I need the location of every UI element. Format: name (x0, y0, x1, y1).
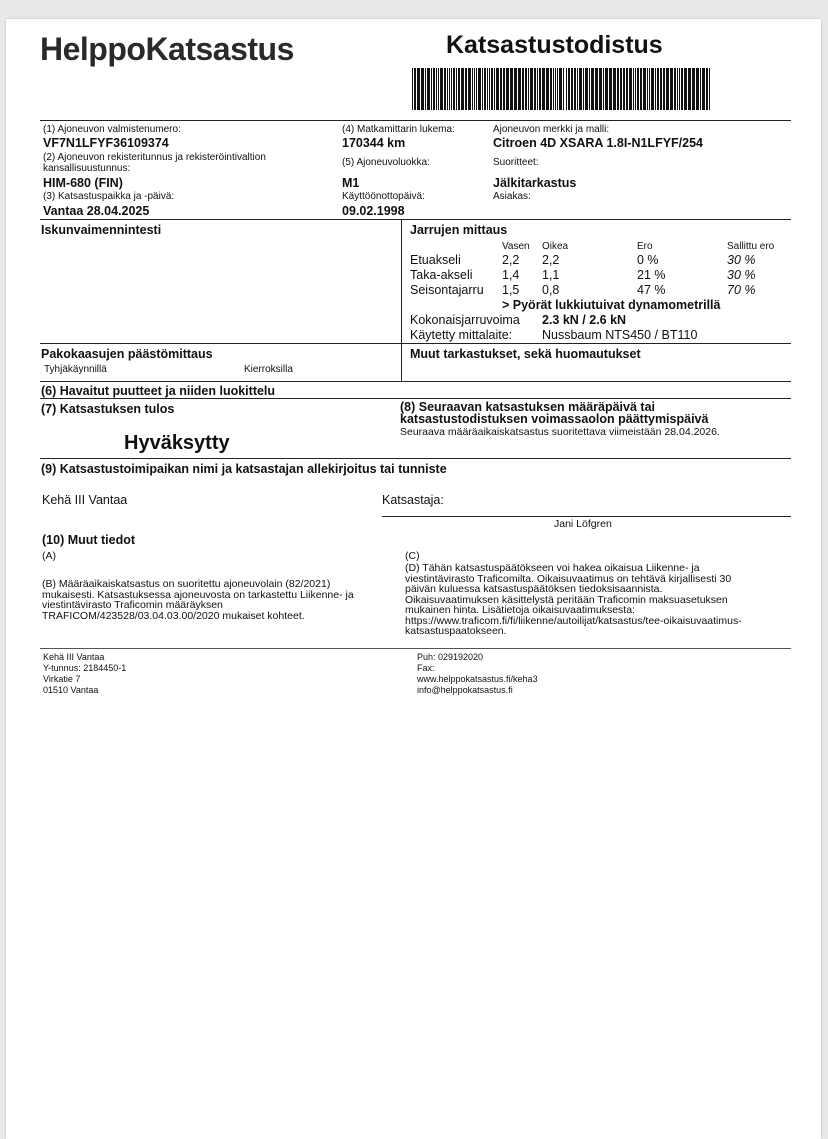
footer-line: Virkatie 7 (43, 674, 81, 684)
station-name: Kehä III Vantaa (42, 493, 128, 507)
measuring-device-value: Nussbaum NTS450 / BT110 (542, 328, 698, 342)
brakes-row-name: Etuakseli (410, 253, 461, 267)
class-label: (5) Ajoneuvoluokka: (342, 157, 430, 168)
divider (401, 219, 402, 381)
barcode (412, 68, 710, 110)
result-value: Hyväksytty (124, 432, 230, 454)
brakes-row-name: Taka-akseli (410, 268, 473, 282)
brakes-row-allowed: 70 % (727, 283, 756, 297)
reg-label: (2) Ajoneuvon rekisteritunnus ja rekisteröintivaltion (43, 152, 266, 163)
odometer-label: (4) Matkamittarin lukema: (342, 124, 455, 135)
document-title: Katsastustodistus (446, 31, 663, 59)
services-value: Jälkitarkastus (493, 176, 577, 190)
footer-line: Fax: (417, 663, 435, 673)
inspector-name: Jani Löfgren (554, 518, 612, 530)
vin-value: VF7N1LFYF36109374 (43, 136, 169, 150)
emissions-idle-label: Tyhjäkäynnillä (44, 364, 107, 375)
emissions-rpm-label: Kierroksilla (244, 364, 293, 375)
next-inspection-text: Seuraava määräaikaiskatsastus suoritettava viimeistään 28.04.2026. (400, 426, 720, 438)
divider (40, 458, 791, 459)
footer-address (43, 652, 126, 696)
emissions-title: Pakokaasujen päästömittaus (41, 347, 213, 361)
brakes-row-right: 1,1 (542, 268, 560, 282)
divider (40, 648, 791, 649)
next-inspection-title: (8) Seuraavan katsastuksen määräpäivä tai (400, 400, 655, 414)
footer-line: www.helppokatsastus.fi/keha3 (417, 674, 538, 684)
brakes-row-diff: 21 % (637, 268, 666, 282)
footer-line: info@helppokatsastus.fi (417, 685, 513, 695)
note-b-line: viestintävirasto Traficomin määräyksen (42, 599, 223, 611)
shock-test-title: Iskunvaimennintesti (41, 223, 162, 237)
place-label: (3) Katsastuspaikka ja -päivä: (43, 191, 175, 202)
result-title: (7) Katsastuksen tulos (41, 402, 175, 416)
note-a: (A) (42, 550, 56, 562)
brakes-title: Jarrujen mittaus (410, 223, 508, 237)
note-c: (C) (405, 550, 420, 562)
next-inspection-title-2: katsastustodistuksen voimassaolon päättymispäivä (400, 412, 709, 426)
signature-line (382, 516, 791, 517)
brakes-row-diff: 47 % (637, 283, 666, 297)
brakes-row-right: 0,8 (542, 283, 560, 297)
brakes-header-allowed: Sallittu ero (727, 241, 775, 252)
note-b (42, 579, 354, 621)
note-d-line: viestintävirasto Traficomilta. Oikaisuvaatimus on tehtävä kirjallisesti 30 (405, 572, 732, 585)
note-d-line: katsastuspaatokseen. (405, 625, 507, 637)
footer-line: Kehä III Vantaa (43, 652, 105, 662)
total-brake-force-label: Kokonaisjarruvoima (410, 313, 520, 327)
reg-value: HIM-680 (FIN) (43, 176, 123, 190)
divider (40, 398, 791, 399)
customer-label: Asiakas: (493, 191, 531, 202)
note-d-line: Oikaisuvaatimuksen käsittelystä peritään Traficomin maksuasetuksen (405, 593, 728, 606)
note-d (405, 563, 742, 637)
divider (40, 219, 791, 220)
make-value: Citroen 4D XSARA 1.8I-N1LFYF/254 (493, 136, 704, 150)
inspector-label: Katsastaja: (382, 493, 444, 507)
note-b-line: (B) Määräaikaiskatsastus on suoritettu ajoneuvolain (82/2021) (42, 578, 331, 590)
brakes-header-right: Oikea (542, 241, 569, 252)
footer-line: Puh: 029192020 (417, 652, 484, 662)
note-d-line: (D) Tähän katsastuspäätökseen voi hakea oikaisua Liikenne- ja (405, 562, 700, 574)
divider (40, 343, 791, 344)
brakes-header-left: Vasen (502, 241, 530, 252)
reg-label-2: kansallisuustunnus: (43, 163, 131, 174)
vin-label: (1) Ajoneuvon valmistenumero: (43, 124, 181, 135)
footer-contact (417, 652, 538, 696)
total-brake-force-value: 2.3 kN / 2.6 kN (542, 313, 627, 327)
company-logo: HelppoKatsastus (40, 31, 294, 67)
footer-line: Y-tunnus: 2184450-1 (43, 663, 127, 673)
brakes-row-name: Seisontajarru (410, 283, 484, 297)
note-d-line: päivän kuluessa katsastuspäätöksen tiedoksisaannista. (405, 583, 663, 595)
brakes-row-diff: 0 % (637, 253, 659, 267)
make-label: Ajoneuvon merkki ja malli: (493, 124, 610, 135)
brakes-row-left: 1,5 (502, 283, 520, 297)
brakes-row-right: 2,2 (542, 253, 560, 267)
note-b-line: mukaisesti. Katsastuksessa ajoneuvosta on tarkastettu Liikenne- ja (42, 588, 354, 601)
other-checks-title: Muut tarkastukset, sekä huomautukset (410, 347, 641, 361)
other-info-title: (10) Muut tiedot (42, 533, 136, 547)
brakes-row-left: 2,2 (502, 253, 520, 267)
measuring-device-label: Käytetty mittalaite: (410, 328, 513, 342)
class-value: M1 (342, 176, 360, 190)
brakes-header-diff: Ero (637, 241, 653, 252)
brakes-row-allowed: 30 % (727, 268, 756, 282)
inspection-certificate (6, 19, 821, 1139)
intro-date-label: Käyttöönottopäivä: (342, 191, 425, 202)
note-d-line: mukainen hinta. Lisätietoja oikaisuvaatimuksesta: (405, 604, 635, 616)
brakes-lock-note: > Pyörät lukkiutuivat dynamometrillä (502, 298, 721, 312)
brakes-row-left: 1,4 (502, 268, 520, 282)
defects-title: (6) Havaitut puutteet ja niiden luokittelu (41, 384, 276, 398)
note-d-line: https://www.traficom.fi/fi/liikenne/autoilijat/katsastus/tee-oikaisuvaatimus- (405, 614, 742, 627)
divider (40, 381, 791, 382)
footer-line: 01510 Vantaa (43, 685, 99, 695)
divider (40, 120, 791, 121)
note-b-line: TRAFICOM/423528/03.04.03.00/2020 mukaiset kohteet. (42, 609, 305, 622)
signature-title: (9) Katsastustoimipaikan nimi ja katsastajan allekirjoitus tai tunniste (41, 462, 447, 476)
place-value: Vantaa 28.04.2025 (43, 204, 150, 218)
intro-date-value: 09.02.1998 (342, 204, 405, 218)
brakes-row-allowed: 30 % (727, 253, 756, 267)
odometer-value: 170344 km (342, 136, 406, 150)
services-label: Suoritteet: (493, 157, 539, 168)
